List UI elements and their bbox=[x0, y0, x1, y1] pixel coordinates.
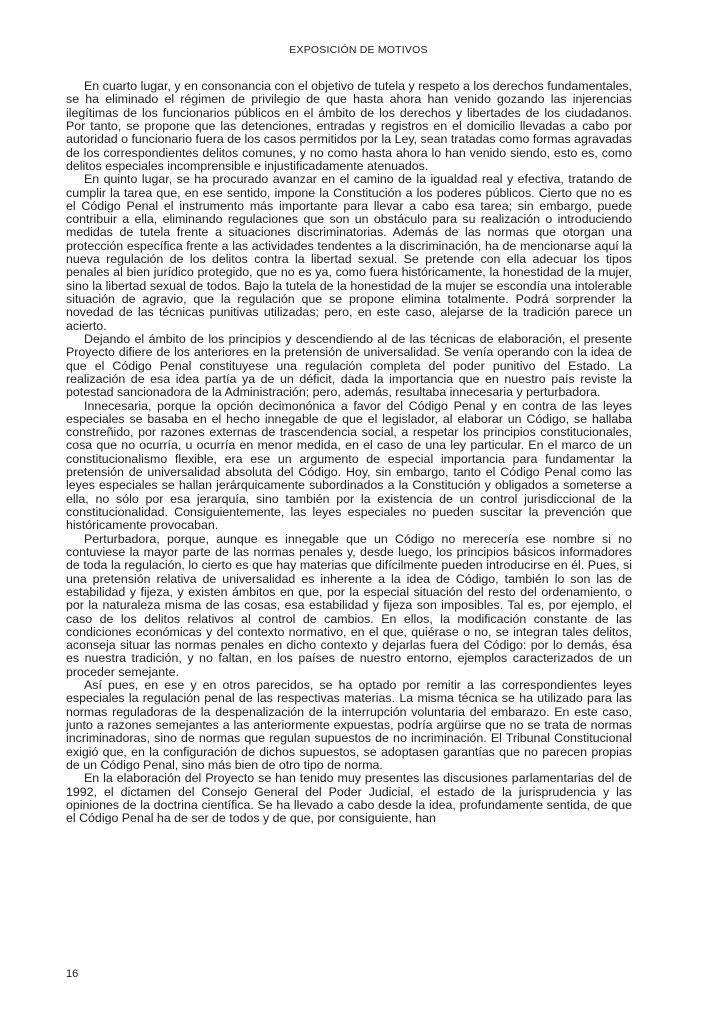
page-number: 16 bbox=[66, 968, 79, 980]
paragraph: Innecesaria, porque la opción decimonónica a favor del Código Penal y en contra de las leyes especiales se basaba en el hecho innegable de que el legislador, al elaborar un Código, se hallaba constreñido, por razones externas de trascendencia social, a respetar los principios constitucionales, cosa que no ocurría, u ocurría en menor medida, en el caso de una ley particular. En el marco de un constitucionalismo flexible, era ese un argumento de especial importancia para fundamentar la pretensión de universalidad absoluta del Código. Hoy, sin embargo, tanto el Código Penal como las leyes especiales se hallan jerárquicamente subordinados a la Constitución y obligados a someterse a ella, no sólo por esa jerarquía, sino también por la existencia de un control jurisdiccional de la constitucionalidad. Consiguientemente, las leyes especiales no pueden suscitar la prevención que históricamente provocaban. bbox=[66, 398, 632, 533]
running-header: EXPOSICIÓN DE MOTIVOS bbox=[289, 44, 428, 56]
paragraph: Dejando el ámbito de los principios y descendiendo al de las técnicas de elaboración, el presente Proyecto difiere de los anteriores en la pretensión de universalidad. Se venía operando con la idea de que el Código Penal constituyese una regulación completa del poder punitivo del Estado. La realización de esa idea partía ya de un déficit, dada la importancia que en nuestro país reviste la potestad sancionadora de la Administración; pero, además, resultaba innecesaria y perturbadora. bbox=[66, 331, 632, 400]
body-text bbox=[66, 80, 632, 826]
paragraph: En la elaboración del Proyecto se han tenido muy presentes las discusiones parlamentarias del de 1992, el dictamen del Consejo General del Poder Judicial, el estado de la jurisprudencia y las opiniones de la doctrina científica. Se ha llevado a cabo desde la idea, profundamente sentida, de que el Código Penal ha de ser de todos y de que, por consiguiente, han bbox=[66, 771, 632, 826]
paragraph: Perturbadora, porque, aunque es innegable que un Código no merecería ese nombre si no contuviese la mayor parte de las normas penales y, desde luego, los principios básicos informadores de toda la regulación, lo cierto es que hay materias que difícilmente pueden introducirse en él. Pues, si una pretensión relativa de universalidad es inherente a la idea de Código, también lo son las de estabilidad y fijeza, y existen ámbitos en que, por la especial situación del resto del ordenamiento, o por la naturaleza misma de las cosas, esa estabilidad y fijeza son imposibles. Tal es, por ejemplo, el caso de los delitos relativos al control de cambios. En ellos, la modificación constante de las condiciones económicas y del contexto normativo, en el que, quiérase o no, se integran tales delitos, aconseja situar las normas penales en dicho contexto y dejarlas fuera del Código: por lo demás, ésa es nuestra tradición, y no faltan, en los países de nuestro entorno, ejemplos caracterizados de un proceder semejante. bbox=[66, 531, 632, 679]
paragraph: En cuarto lugar, y en consonancia con el objetivo de tutela y respeto a los derechos fundamentales, se ha eliminado el régimen de privilegio de que hasta ahora han venido gozando las injerencias ilegítimas de los funcionarios públicos en el ámbito de los derechos y libertades de los ciudadanos. Por tanto, se propone que las detenciones, entradas y registros en el domicilio llevadas a cabo por autoridad o funcionario fuera de los casos permitidos por la Ley, sean tratadas como formas agravadas de los correspondientes delitos comunes, y no como hasta ahora lo han venido siendo, esto es, como delitos especiales incomprensible e injustificadamente atenuados. bbox=[66, 79, 632, 173]
paragraph: Así pues, en ese y en otros parecidos, se ha optado por remitir a las correspondientes leyes especiales la regulación penal de las respectivas materias. La misma técnica se ha utilizado para las normas reguladoras de la despenalización de la interrupción voluntaria del embarazo. En este caso, junto a razones semejantes a las anteriormente expuestas, podría argüirse que no se trata de normas incriminadoras, sino de normas que regulan supuestos de no incriminación. El Tribunal Constitucional exigió que, en la configuración de dichos supuestos, se adoptasen garantías que no parecen propias de un Código Penal, sino más bien de otro tipo de norma. bbox=[66, 678, 632, 772]
paragraph: En quinto lugar, se ha procurado avanzar en el camino de la igualdad real y efectiva, tratando de cumplir la tarea que, en ese sentido, impone la Constitución a los poderes públicos. Cierto que no es el Código Penal el instrumento más importante para llevar a cabo esa tarea; sin embargo, puede contribuir a ella, eliminando regulaciones que son un obstáculo para su realización o introduciendo medidas de tutela frente a situaciones discriminatorias. Además de las normas que otorgan una protección específica frente a las actividades tendentes a la discriminación, ha de mencionarse aquí la nueva regulación de los delitos contra la libertad sexual. Se pretende con ella adecuar los tipos penales al bien jurídico protegido, que no es ya, como fuera históricamente, la honestidad de la mujer, sino la libertad sexual de todos. Bajo la tutela de la honestidad de la mujer se escondía una intolerable situación de agravio, que la regulación que se propone elimina totalmente. Podrá sorprender la novedad de las técnicas punitivas utilizadas; pero, en este caso, alejarse de la tradición parece un acierto. bbox=[66, 172, 632, 333]
